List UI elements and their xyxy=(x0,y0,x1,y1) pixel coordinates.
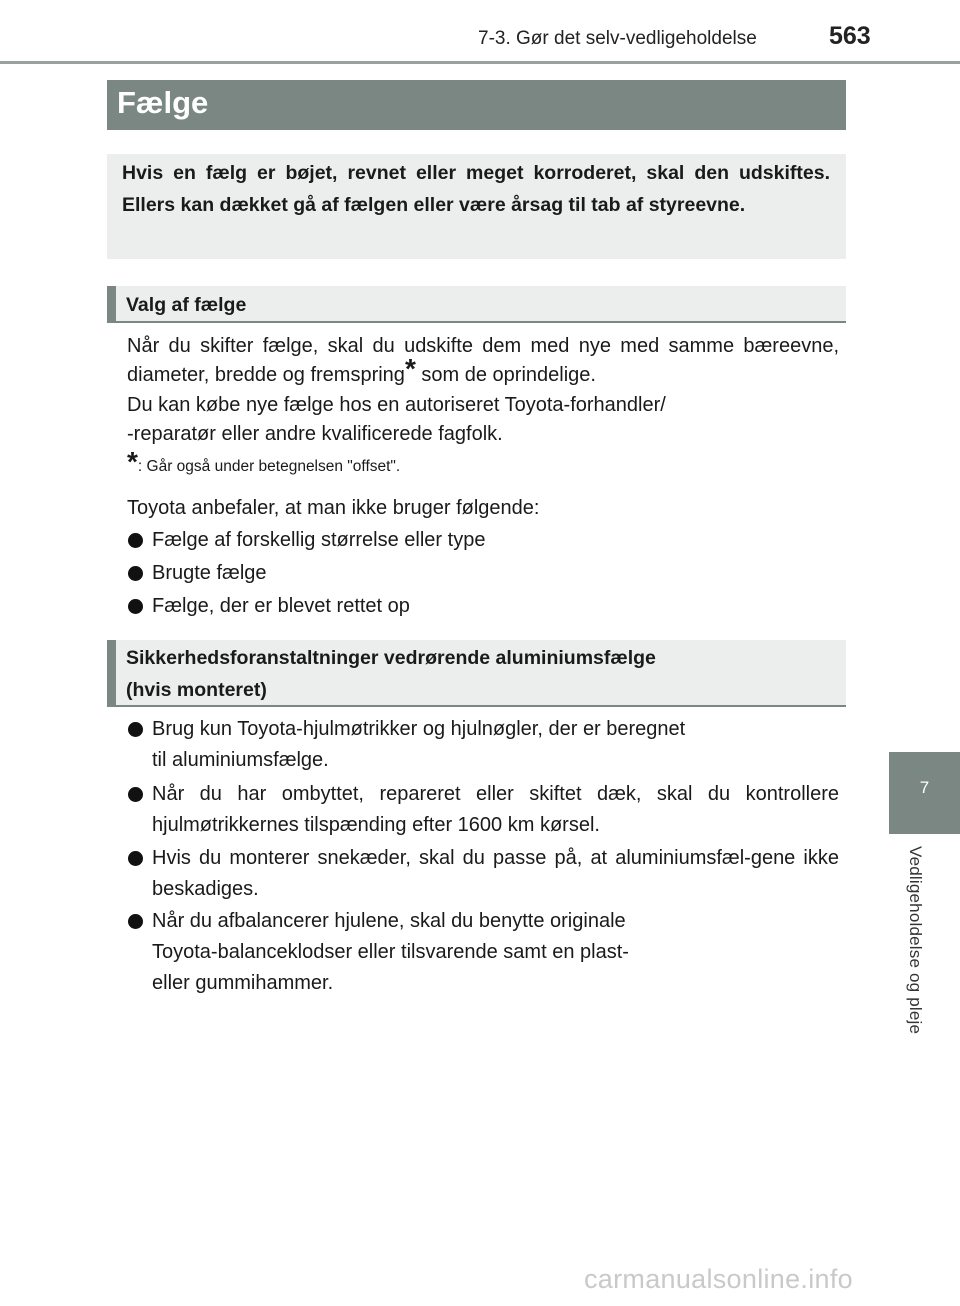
list-item-text: Når du har ombyttet, repareret eller skiftet dæk, skal du kontrollere hjulmøtrikkernes tilspænding efter 1600 km kørsel. xyxy=(152,783,839,836)
footnote-asterisk: * xyxy=(127,446,138,477)
section-title: 7-3. Gør det selv-vedligeholdelse xyxy=(478,28,757,49)
list-item-text: Fælge af forskellig størrelse eller type xyxy=(152,529,486,551)
asterisk-marker: * xyxy=(404,353,416,384)
paragraph-purchase xyxy=(127,391,839,449)
page-title: Fælge xyxy=(117,85,209,120)
list-item-line: Toyota-balanceklodser eller tilsvarende samt en plast- xyxy=(152,941,629,963)
bullet-dot xyxy=(128,851,143,866)
bullet-dot xyxy=(128,787,143,802)
watermark: carmanualsonline.info xyxy=(584,1264,853,1294)
list-item-text: Brugte fælge xyxy=(152,562,267,584)
list-item-text: Fælge, der er blevet rettet op xyxy=(152,595,410,617)
section-heading-line: Sikkerhedsforanstaltninger vedrørende aluminiumsfælge xyxy=(126,647,656,669)
list-item-line: Når du afbalancerer hjulene, skal du benytte originale xyxy=(152,910,626,932)
list-item xyxy=(127,714,839,776)
paragraph-line: -reparatør eller andre kvalificerede fagfolk. xyxy=(127,423,503,445)
bullet-dot xyxy=(128,533,143,548)
list-item xyxy=(127,591,839,622)
intro-text: Hvis en fælg er bøjet, revnet eller meget korroderet, skal den udskiftes. Ellers kan dækket gå af fælgen eller være årsag til tab af styreevne. xyxy=(122,162,830,216)
chapter-label: Vedligeholdelse og pleje xyxy=(906,846,925,1035)
list-item xyxy=(127,558,839,589)
bullet-dot xyxy=(128,722,143,737)
bullet-dot xyxy=(128,914,143,929)
intro-box xyxy=(107,154,846,259)
list-item-line: til aluminiumsfælge. xyxy=(152,749,329,771)
section-heading-text: Valg af fælge xyxy=(126,294,247,316)
bullet-dot xyxy=(128,599,143,614)
section-heading-text xyxy=(126,642,656,706)
list-item xyxy=(127,843,839,905)
section-heading-wheel-selection xyxy=(107,286,846,323)
header-divider xyxy=(0,61,960,64)
list-item xyxy=(127,779,839,841)
footnote xyxy=(127,446,401,477)
page-number: 563 xyxy=(829,22,871,50)
paragraph-wheel-replacement xyxy=(127,332,839,390)
section-heading-aluminium-precautions xyxy=(107,640,846,707)
recommendation-intro: Toyota anbefaler, at man ikke bruger følgende: xyxy=(127,497,540,519)
list-item xyxy=(127,525,839,556)
paragraph-line: Du kan købe nye fælge hos en autoriseret Toyota-forhandler/ xyxy=(127,394,666,416)
list-item-text: Hvis du monterer snekæder, skal du passe på, at aluminiumsfæl-gene ikke beskadiges. xyxy=(152,847,839,900)
section-heading-line: (hvis monteret) xyxy=(126,679,267,701)
list-item-text xyxy=(152,906,839,999)
bullet-dot xyxy=(128,566,143,581)
page-title-bar xyxy=(107,80,846,130)
paragraph-text: Når du skifter fælge, skal du udskifte dem med nye med samme bæreevne, diameter, bredde og fremspring xyxy=(127,335,839,386)
list-item-line: eller gummihammer. xyxy=(152,972,334,994)
footnote-text: : Går også under betegnelsen "offset". xyxy=(137,458,401,475)
list-item xyxy=(127,906,839,999)
chapter-tab xyxy=(889,752,960,834)
chapter-number: 7 xyxy=(919,778,930,797)
paragraph-text-end: som de oprindelige. xyxy=(415,364,596,386)
list-item-text xyxy=(152,714,839,776)
list-item-line: Brug kun Toyota-hjulmøtrikker og hjulnøgler, der er beregnet xyxy=(152,718,686,740)
